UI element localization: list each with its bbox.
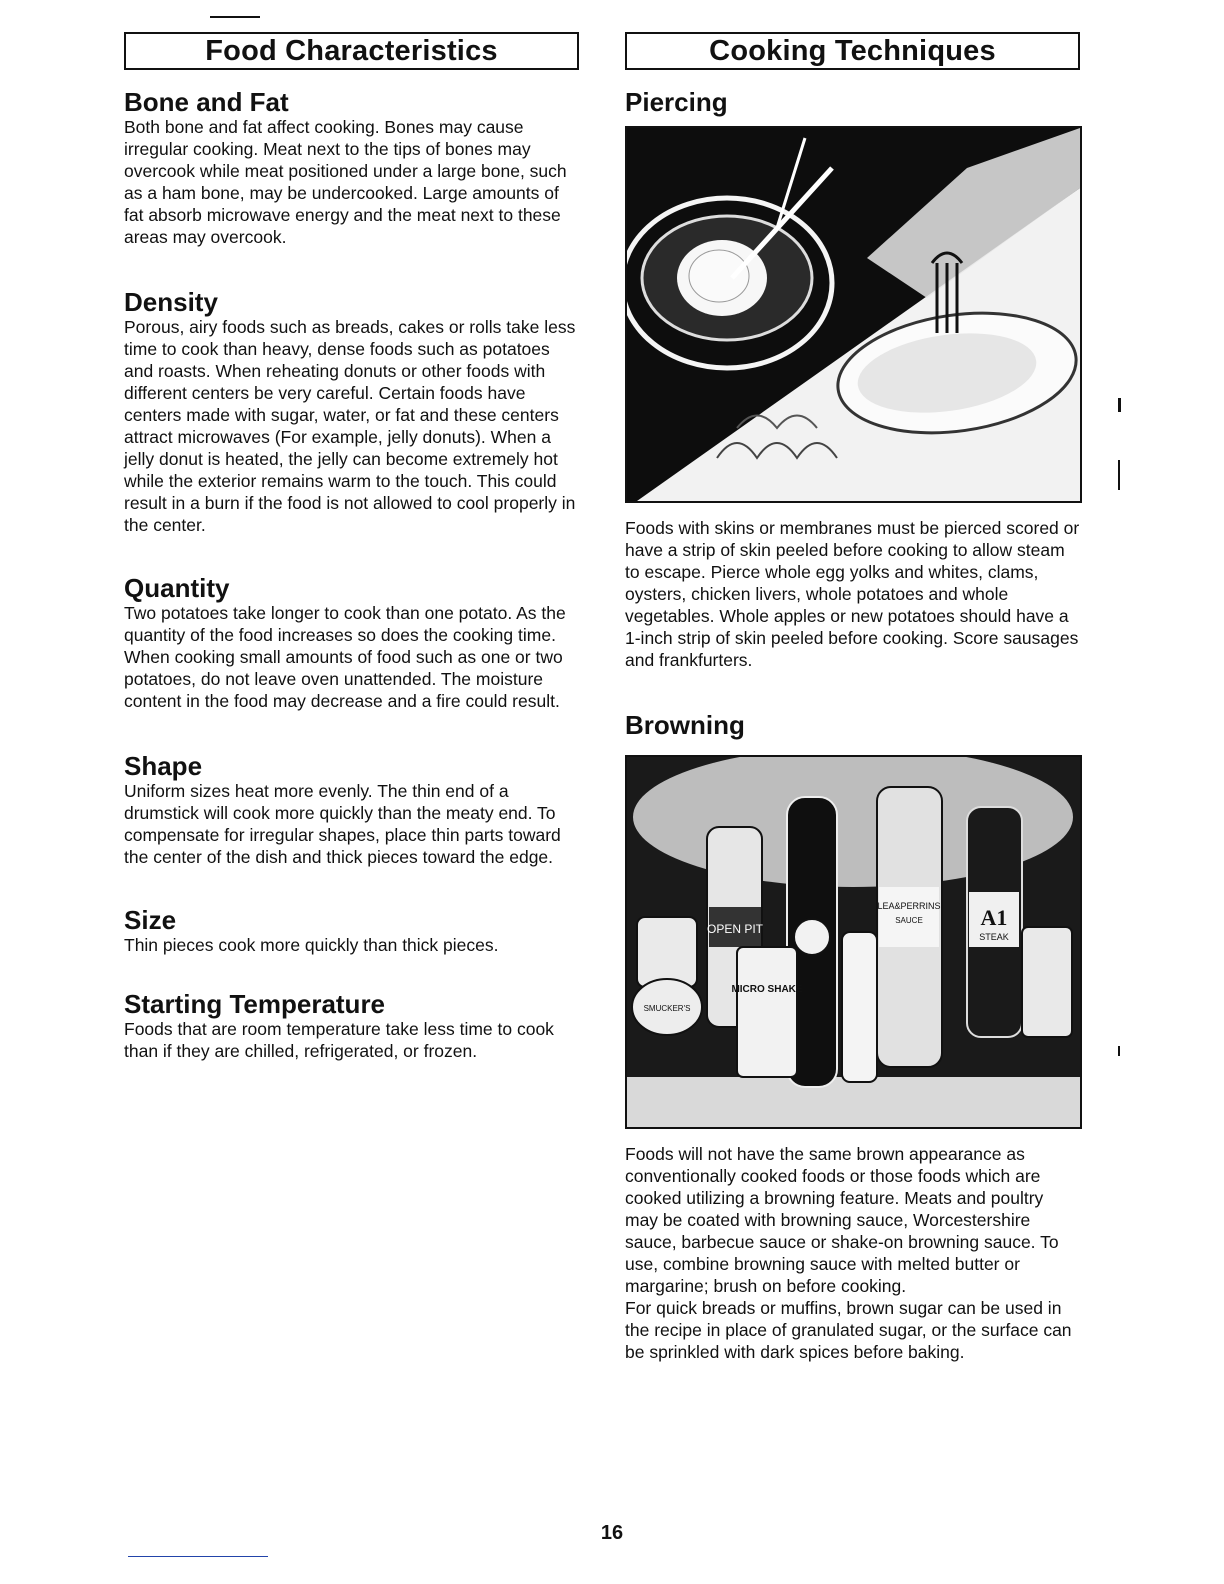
section-title-starting-temperature: Starting Temperature (124, 989, 386, 1019)
food-characteristics-header (124, 32, 579, 70)
section-text-starting-temperature: Foods that are room temperature take less time to cook than if they are chilled, refrigerated, or frozen. (124, 1019, 554, 1061)
scan-mark (1118, 398, 1121, 412)
section-text-quantity: Two potatoes take longer to cook than one potato. As the quantity of the food increases so does the cooking time. When cooking small amounts of food such as one or two potatoes, do not leave oven unattended. The moisture content in the food may decrease and a fire could result. (124, 603, 566, 711)
right-column (625, 32, 1080, 1363)
section-text-browning-2: For quick breads or muffins, brown sugar can be used in the recipe in place of granulated sugar, or the surface can be sprinkled with dark spices before baking. (625, 1298, 1072, 1362)
section-title-piercing: Piercing (625, 87, 728, 117)
section-starting-temperature (124, 990, 579, 1062)
section-text-piercing: Foods with skins or membranes must be pierced scored or have a strip of skin peeled before cooking to allow steam to escape. Pierce whole egg yolks and whites, clams, oysters, chicken livers, whole potatoes and whole vegetables. Whole apples or new potatoes should have a 1-inch strip of skin peeled before cooking. Score sausages and frankfurters. (625, 518, 1080, 670)
a1-sub-label: STEAK (979, 932, 1009, 942)
section-shape (124, 752, 579, 868)
sauce-label: SAUCE (895, 916, 923, 925)
cooking-techniques-title: Cooking Techniques (709, 34, 996, 67)
browning-illustration (627, 757, 1080, 1127)
section-quantity (124, 574, 579, 712)
section-size (124, 906, 579, 956)
section-piercing (625, 88, 1080, 671)
lea-perrins-label: LEA&PERRINS (877, 901, 941, 911)
piercing-illustration (627, 128, 1080, 501)
section-text-size: Thin pieces cook more quickly than thick pieces. (124, 935, 499, 955)
section-text-density: Porous, airy foods such as breads, cakes or rolls take less time to cook than heavy, dense foods such as potatoes and roasts. When reheating donuts or other foods with different centers be very careful. Certain foods have centers made with sugar, water, or fat and these centers attract microwaves (For example, jelly donuts). When a jelly donut is heated, the jelly can become extremely hot while the exterior remains warm to the touch. This could result in a burn if the food is not allowed to cool properly in the center. (124, 317, 576, 535)
scan-mark (1118, 1046, 1120, 1056)
page-number: 16 (600, 1522, 624, 1544)
section-bone-and-fat (124, 88, 579, 248)
section-text-shape: Uniform sizes heat more evenly. The thin end of a drumstick will cook more quickly than the meaty end. To compensate for irregular shapes, place thin parts toward the center of the dish and thick pieces toward the edge. (124, 781, 561, 867)
section-title-bone-and-fat: Bone and Fat (124, 87, 289, 117)
piercing-photo (625, 126, 1082, 503)
cooking-techniques-header (625, 32, 1080, 70)
section-density (124, 288, 579, 536)
section-title-browning: Browning (625, 710, 745, 740)
section-text-bone-and-fat: Both bone and fat affect cooking. Bones may cause irregular cooking. Meat next to the tips of bones may overcook while meat positioned under a large bone, such as a ham bone, may be undercooked. Large amounts of fat absorb microwave energy and the meat next to these areas may overcook. (124, 117, 567, 247)
section-title-size: Size (124, 905, 177, 935)
scan-mark (1118, 460, 1120, 490)
micro-shake-label: MICRO SHAKE (731, 984, 803, 995)
section-title-shape: Shape (124, 751, 203, 781)
section-browning (625, 711, 1080, 1363)
smucker-label: SMUCKER'S (643, 1004, 691, 1013)
browning-photo (625, 755, 1082, 1129)
bottom-rule (128, 1556, 268, 1557)
left-column (124, 32, 579, 1062)
section-text-browning-1: Foods will not have the same brown appearance as conventionally cooked foods or those foods which are cooked utilizing a browning feature. Meats and poultry may be coated with browning sauce, Worcestershire sauce, barbecue sauce or shake-on browning sauce. To use, combine browning sauce with melted butter or margarine; brush on before cooking. (625, 1144, 1059, 1296)
section-title-density: Density (124, 287, 218, 317)
scan-mark (210, 16, 260, 18)
section-title-quantity: Quantity (124, 573, 230, 603)
open-pit-label: OPEN PIT (706, 922, 764, 936)
a1-label: A1 (980, 905, 1008, 930)
food-characteristics-title: Food Characteristics (205, 34, 498, 67)
